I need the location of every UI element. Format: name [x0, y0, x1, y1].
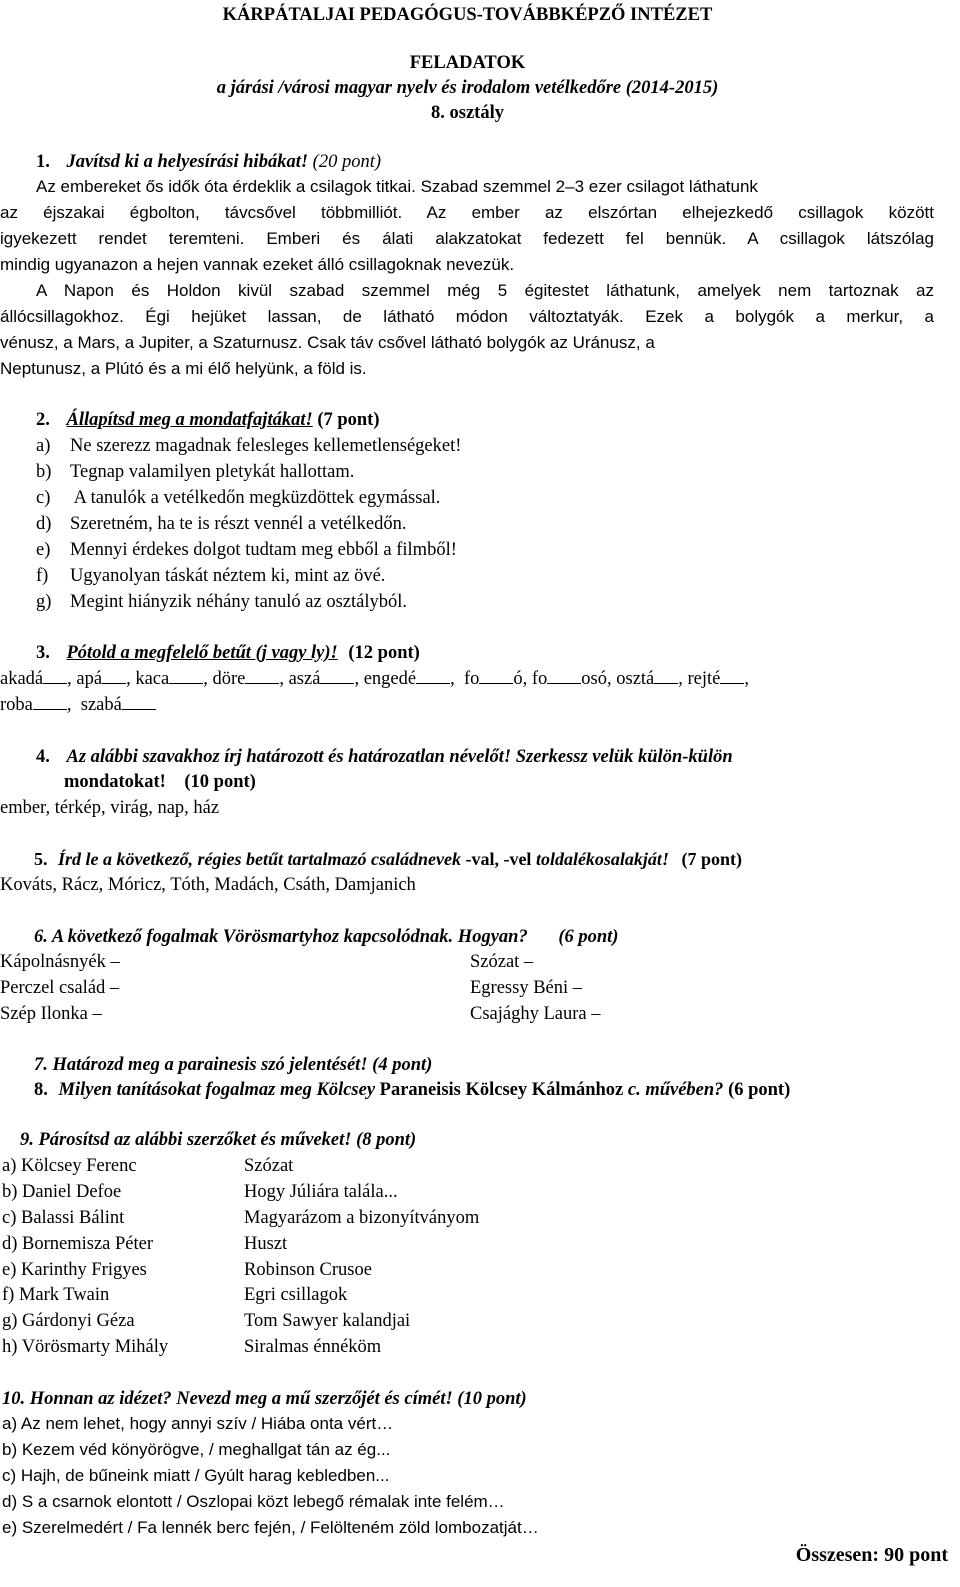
- task4-title: Az alábbi szavakhoz írj határozott és határozatlan névelőt! Szerkessz velük külön-külön: [66, 747, 733, 767]
- list-item: g) Megint hiányzik néhány tanuló az osztályból.: [36, 592, 408, 612]
- task8-points: (6 pont): [728, 1080, 791, 1100]
- task10-title: 10. Honnan az idézet? Nevezd meg a mű szerzőjét és címét!: [2, 1389, 453, 1409]
- task5-title: Írd le a következő, régies betűt tartalmazó családnevek: [58, 849, 461, 869]
- list-item: Csajághy Laura –: [470, 1004, 601, 1024]
- list-item: a) Ne szerezz magadnak felesleges kellemetlenségeket!: [36, 436, 462, 456]
- list-item: Szózat –: [470, 952, 534, 972]
- list-item: Kápolnásnyék –: [0, 952, 120, 972]
- quote-item: a) Az nem lehet, hogy annyi szív / Hiába onta vért…: [2, 1414, 394, 1433]
- task1-points: (20 pont): [312, 152, 382, 172]
- task10-heading: [2, 1387, 527, 1411]
- quote-item: d) S a csarnok elontott / Oszlopai közt lebegő rémalak inte felém…: [2, 1492, 505, 1511]
- list-item: b) Tegnap valamilyen pletykát hallottam.: [36, 462, 355, 482]
- task1-title: Javítsd ki a helyesírási hibákat!: [66, 152, 309, 172]
- list-item: Egressy Béni –: [470, 978, 583, 998]
- task2-points: (7 pont): [317, 410, 380, 430]
- task8-number: 8.: [34, 1080, 48, 1100]
- task5-heading: 5. Írd le a következő, régies betűt tartalmazó családnevek -val, -vel toldalékosalakját! (7 pont): [34, 849, 742, 869]
- task4-points: (10 pont): [184, 772, 256, 792]
- fill-in-line: roba , szabá: [0, 693, 156, 717]
- task1-line: Az embereket ős idők óta érdeklik a csilagok titkai. Szabad szemmel 2–3 ezer csilagot láthatunk: [36, 177, 758, 196]
- task1-line: Neptunusz, a Plútó és a mi élő helyünk, a föld is.: [0, 359, 367, 378]
- task3-heading: [36, 641, 420, 665]
- quote-item: e) Szerelmedért / Fa lennék berc fején, / Felölteném zöld lombozatját…: [2, 1518, 539, 1537]
- quote-item: c) Hajh, de bűneink miatt / Gyúlt harag kebledben...: [2, 1466, 390, 1485]
- task1-heading: [36, 150, 381, 174]
- task5-number: 5.: [34, 849, 48, 869]
- task3-number: 3.: [36, 643, 50, 663]
- author-item: b) Daniel Defoe: [2, 1182, 122, 1202]
- task3-points: (12 pont): [348, 643, 420, 663]
- list-item: Perczel család –: [0, 978, 120, 998]
- task4-heading-cont: mondatokat! (10 pont): [64, 772, 256, 792]
- author-item: g) Gárdonyi Géza: [2, 1311, 135, 1331]
- work-item: Hogy Júliára talála...: [244, 1182, 398, 1202]
- task4-heading: [36, 745, 934, 769]
- task8-title: Milyen tanításokat fogalmaz meg Kölcsey: [58, 1080, 376, 1100]
- task2-heading: [36, 408, 380, 432]
- work-item: Tom Sawyer kalandjai: [244, 1311, 411, 1331]
- task2-number: 2.: [36, 410, 50, 430]
- task1-line: az éjszakai égbolton, távcsővel többmilliót. Az ember az elszórtan elhejezkedő csillagok között: [0, 203, 934, 222]
- task7-points: (4 pont): [372, 1055, 433, 1075]
- task6-points: (6 pont): [558, 927, 619, 947]
- task6-title: 6. A következő fogalmak Vörösmartyhoz kapcsolódnak. Hogyan?: [34, 927, 528, 947]
- document-title: FELADATOK: [409, 53, 526, 73]
- author-item: e) Karinthy Frigyes: [2, 1260, 147, 1280]
- quote-item: b) Kezem véd könyörögve, / meghallgat tán az ég...: [2, 1440, 391, 1459]
- task1-line: vénusz, a Mars, a Jupiter, a Szaturnusz. Csak táv csővel látható bolygók az Uránusz, a: [0, 333, 655, 352]
- task6-heading: [34, 925, 618, 949]
- work-item: Szózat: [244, 1156, 294, 1176]
- task8-heading: 8. Milyen tanításokat fogalmaz meg Kölcsey Paraneisis Kölcsey Kálmánhoz c. művében? (6 pont): [34, 1080, 791, 1100]
- institute-heading: KÁRPÁTALJAI PEDAGÓGUS-TOVÁBBKÉPZŐ INTÉZET: [222, 5, 713, 25]
- work-item: Egri csillagok: [244, 1285, 348, 1305]
- task1-line: A Napon és Holdon kivül szabad szemmel még 5 égitestet láthatunk, amelyek nem tartoznak az: [36, 281, 934, 300]
- author-item: a) Kölcsey Ferenc: [2, 1156, 137, 1176]
- total-score: Összesen: 90 pont: [795, 1544, 948, 1566]
- work-item: Huszt: [244, 1234, 288, 1254]
- author-item: f) Mark Twain: [2, 1285, 110, 1305]
- list-item: d) Szeretném, ha te is részt vennél a vetélkedőn.: [36, 514, 407, 534]
- list-item: Szép Ilonka –: [0, 1004, 102, 1024]
- task3-title: Pótold a megfelelő betűt (j vagy ly)!: [66, 643, 338, 663]
- task4-words: ember, térkép, virág, nap, ház: [0, 798, 220, 818]
- task10-points: (10 pont): [457, 1389, 527, 1409]
- grade-label: 8. osztály: [431, 103, 504, 123]
- work-item: Robinson Crusoe: [244, 1260, 372, 1280]
- author-item: h) Vörösmarty Mihály: [2, 1337, 169, 1357]
- fill-in-line: akadá , apá , kaca , döre , aszá , engedé , fo ó, fo osó, osztá , rejté ,: [0, 669, 750, 689]
- list-item: c) A tanulók a vetélkedőn megküzdöttek egymással.: [36, 488, 441, 508]
- work-item: Siralmas énnéköm: [244, 1337, 382, 1357]
- work-item: Magyarázom a bizonyítványom: [244, 1208, 480, 1228]
- task7-heading: [34, 1053, 432, 1077]
- author-item: c) Balassi Bálint: [2, 1208, 125, 1228]
- task9-points: (8 pont): [356, 1130, 417, 1150]
- document-subtitle: a járási /városi magyar nyelv és irodalom vetélkedőre (2014-2015): [216, 78, 719, 98]
- task1-line: állócsillagokhoz. Égi hejüket lassan, de látható módon változtatyák. Ezek a bolygók a merkur, a: [0, 307, 934, 326]
- task4-number: 4.: [36, 747, 50, 767]
- task5-names: Kováts, Rácz, Móricz, Tóth, Madách, Csáth, Damjanich: [0, 875, 416, 895]
- author-item: d) Bornemisza Péter: [2, 1234, 154, 1254]
- task9-title: 9. Párosítsd az alábbi szerzőket és műveket!: [20, 1130, 352, 1150]
- task7-title: 7. Határozd meg a parainesis szó jelentését!: [34, 1055, 368, 1075]
- list-item: f) Ugyanolyan táskát néztem ki, mint az övé.: [36, 566, 386, 586]
- task9-heading: [20, 1128, 416, 1152]
- list-item: e) Mennyi érdekes dolgot tudtam meg ebből a filmből!: [36, 540, 457, 560]
- task1-line: mindig ugyanazon a hejen vannak ezeket álló csillagoknak nevezük.: [0, 255, 515, 274]
- task1-number: 1.: [36, 152, 50, 172]
- task2-title: Állapítsd meg a mondatfajtákat!: [66, 410, 313, 430]
- task5-points: (7 pont): [681, 849, 742, 869]
- task1-line: igyekezett rendet teremteni. Emberi és álati alakzatokat fedezett fel bennük. A csillagok látszólag: [0, 229, 934, 248]
